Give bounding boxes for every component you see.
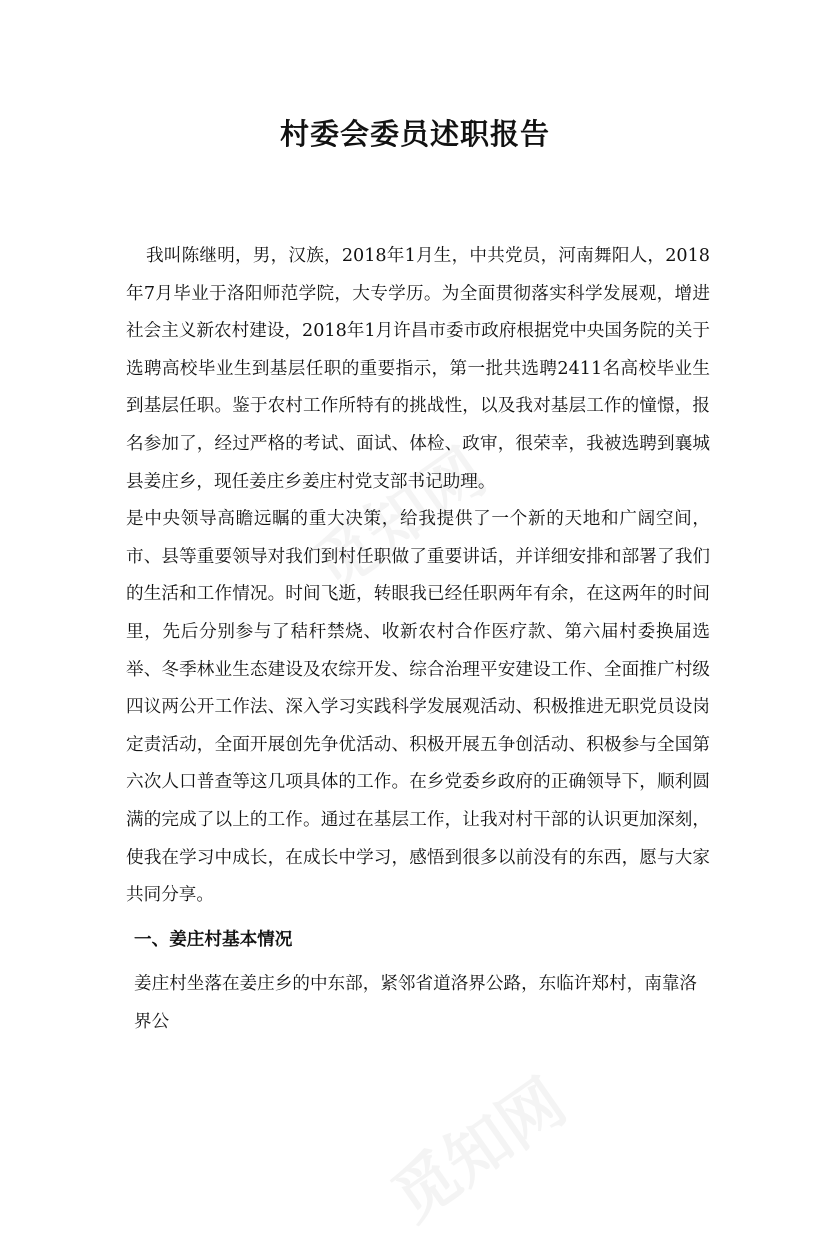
work-paragraph: 是中央领导高瞻远瞩的重大决策，给我提供了一个新的天地和广阔空间，市、县等重要领导对我们到村任职做了重要讲话，并详细安排和部署了我们的生活和工作情况。时间飞逝，转眼我已经任职两年有余，在这两年的时间里，先后分别参与了秸秆禁烧、收新农村合作医疗款、第六届村委换届选举、冬季林业生态建设及农综开发、综合治理平安建设工作、全面推广村级四议两公开工作法、深入学习实践科学发展观活动、积极推进无职党员设岗定责活动，全面开展创先争优活动、积极开展五争创活动、积极参与全国第六次人口普查等这几项具体的工作。在乡党委乡政府的正确领导下，顺利圆满的完成了以上的工作。通过在基层工作，让我对村干部的认识更加深刻，使我在学习中成长，在成长中学习，感悟到很多以前没有的东西，愿与大家共同分享。 bbox=[126, 509, 710, 906]
document-body bbox=[126, 238, 710, 1041]
section-heading: 一、姜庄村基本情况 bbox=[134, 928, 293, 950]
section-paragraph: 姜庄村坐落在姜庄乡的中东部，紧邻省道洛界公路，东临许郑村，南靠洛界公 bbox=[134, 974, 698, 1032]
watermark bbox=[371, 1053, 581, 1238]
intro-paragraph: 我叫陈继明，男，汉族，2018年1月生，中共党员，河南舞阳人，2018年7月毕业于洛阳师范学院，大专学历。为全面贯彻落实科学发展观，增进社会主义新农村建设，2018年1月许昌市委市政府根据党中央国务院的关于选聘高校毕业生到基层任职的重要指示，第一批共选聘2411名高校毕业生到基层任职。鉴于农村工作所特有的挑战性，以及我对基层工作的憧憬，报名参加了，经过严格的考试、面试、体检、政审，很荣幸，我被选聘到襄城县姜庄乡，现任姜庄乡姜庄村党支部书记助理。 bbox=[126, 246, 710, 492]
document-title: 村委会委员述职报告 bbox=[279, 117, 550, 151]
